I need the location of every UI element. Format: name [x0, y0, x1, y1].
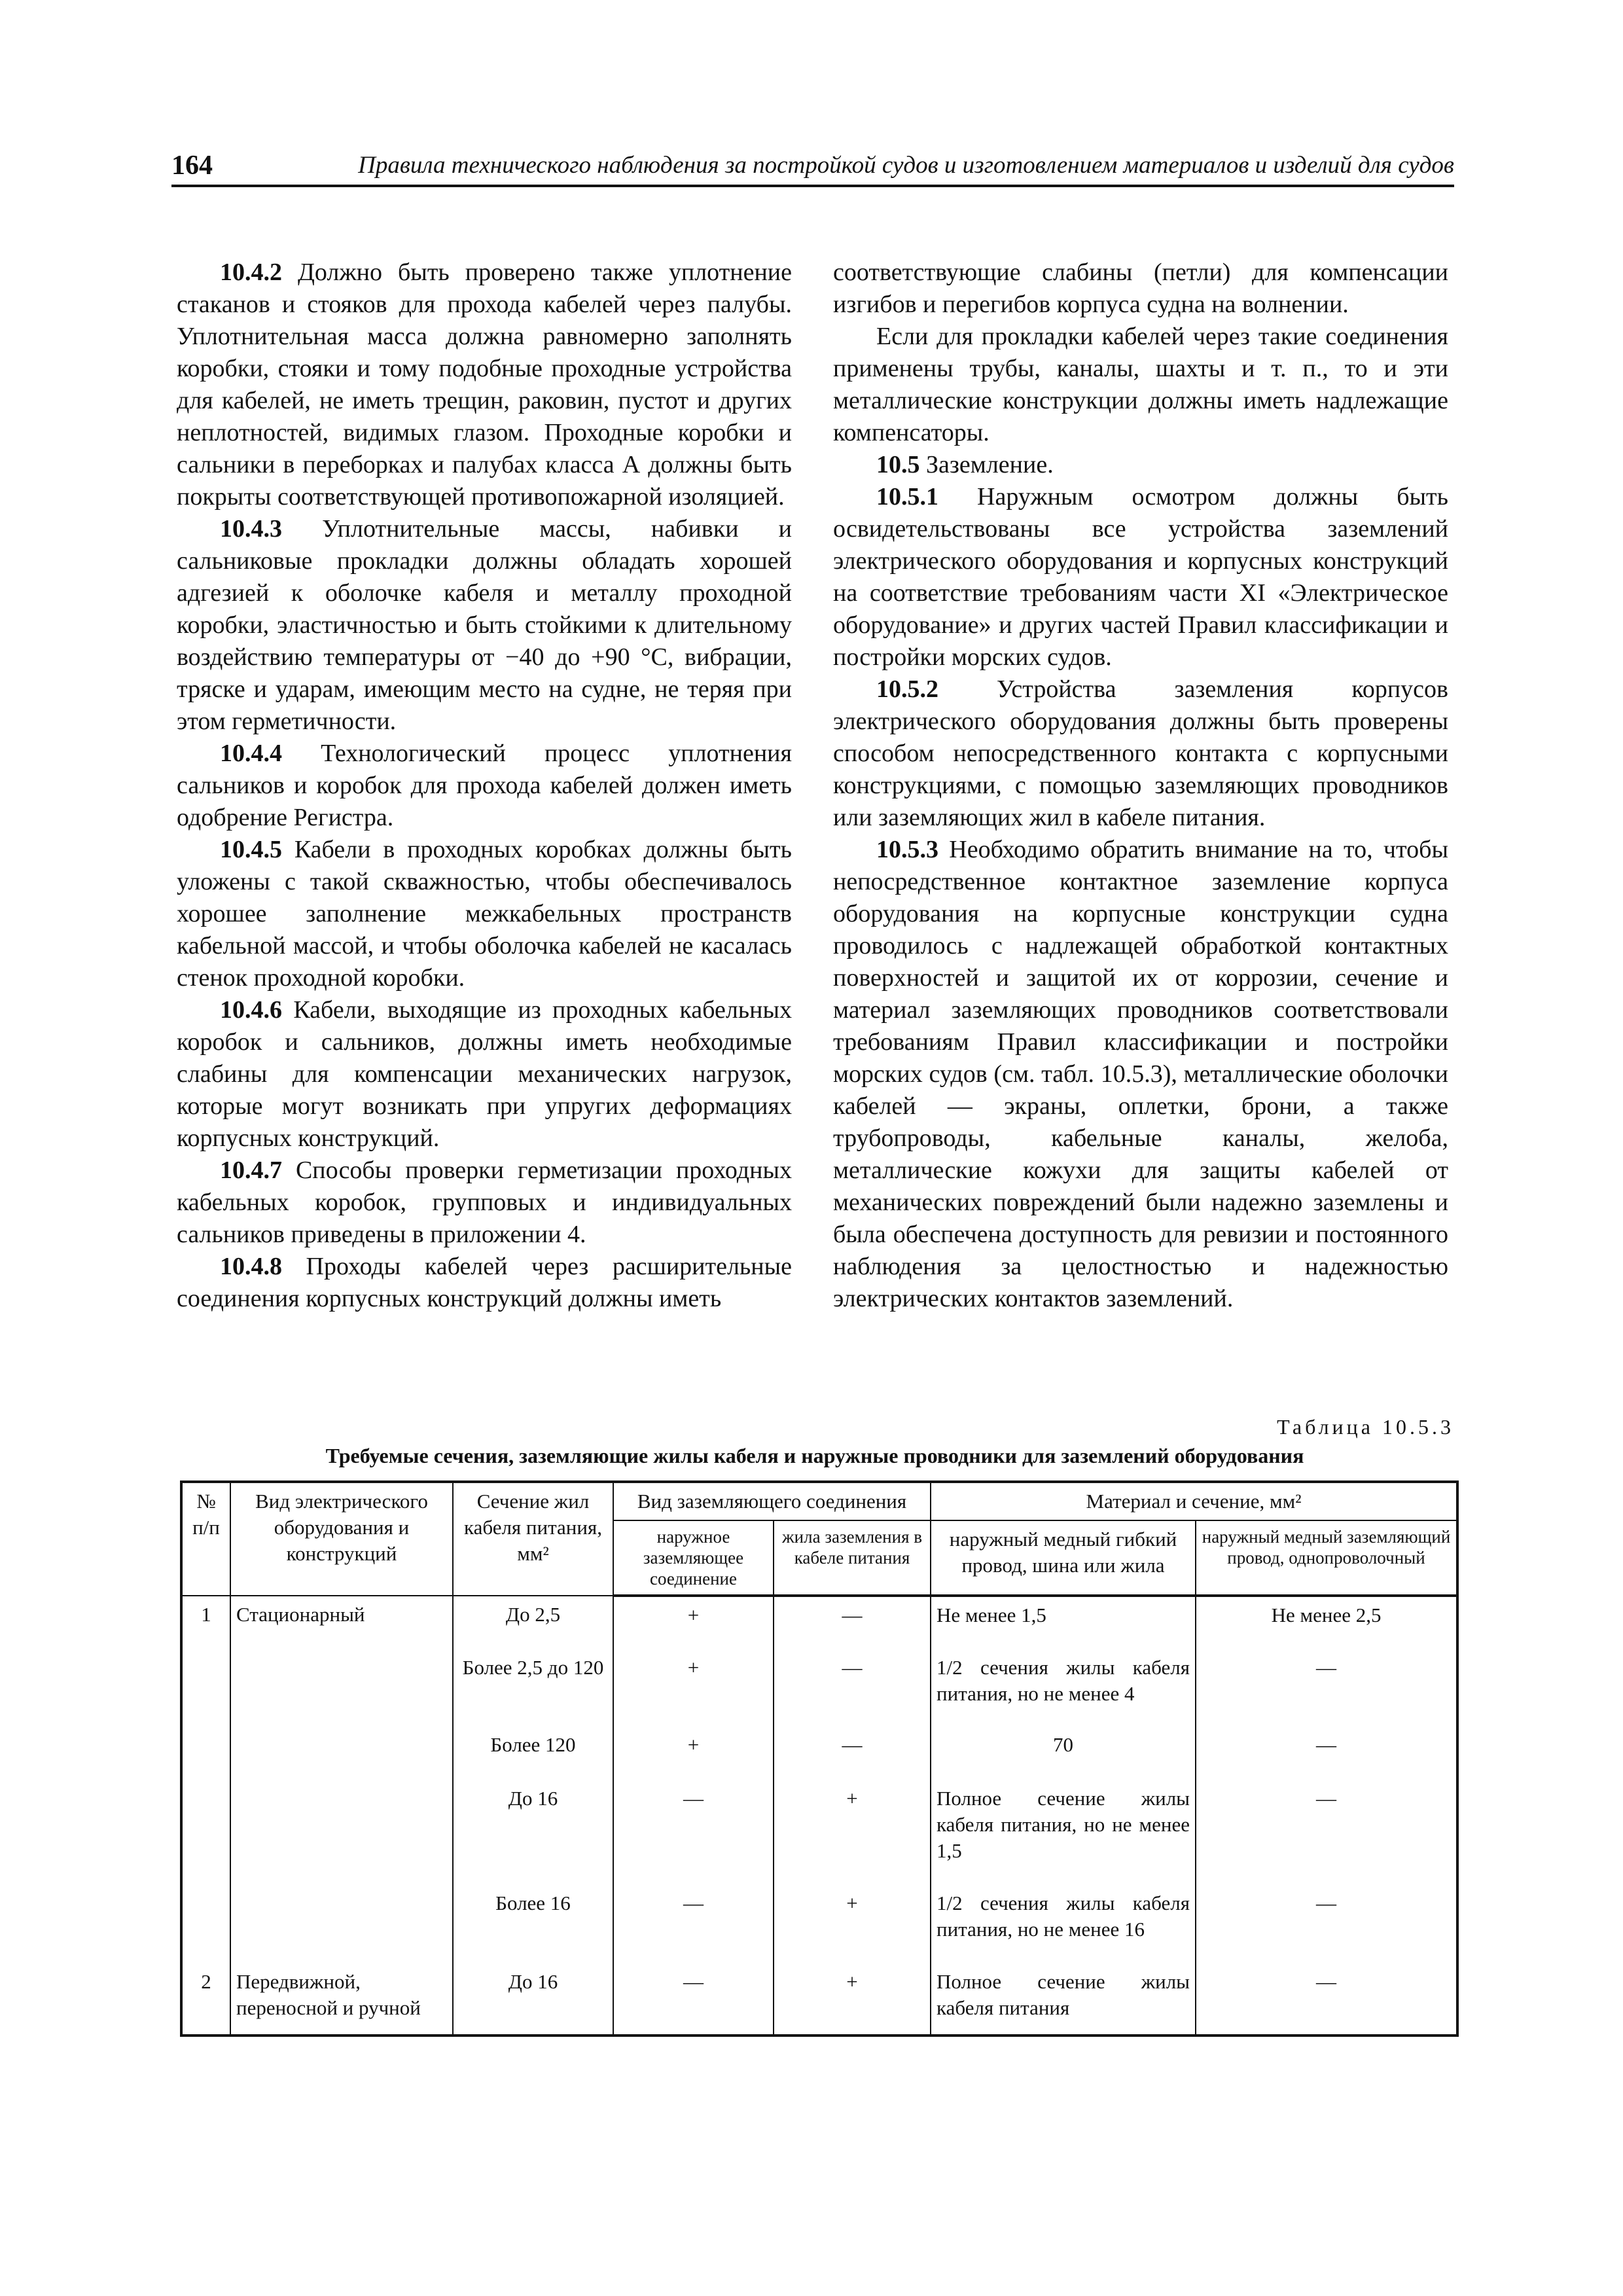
header-cross-section: Сечение жил кабеля питания, мм² [453, 1482, 613, 1596]
header-num: № п/п [181, 1482, 230, 1596]
header-connection-type: Вид заземляющего соединения [613, 1482, 931, 1520]
table-title: Требуемые сечения, заземляющие жилы кабеля и наружные проводники для заземлений оборудования [325, 1444, 1304, 1467]
table-row: 1 Стационарный До 2,5 + — Не менее 1,5 Не менее 2,5 [181, 1596, 1457, 1649]
paragraph-10-4-6: 10.4.6 Кабели, выходящие из проходных кабельных коробок и сальников, должны иметь необходимые слабины для компенсации механических нагрузок, которые могут возникать при упругих деформациях корпусных конструкций. [177, 996, 792, 1152]
paragraph-10-4-8: 10.4.8 Проходы кабелей через расширительные соединения корпусных конструкций должны иметь [177, 1253, 792, 1312]
header-core-in-cable: жила заземления в кабеле питания [774, 1520, 931, 1596]
paragraph-10-4-4: 10.4.4 Технологический процесс уплотнения сальников и коробок для прохода кабелей должен иметь одобрение Регистра. [177, 740, 792, 831]
table-row: До 16 — + Полное сечение жилы кабеля питания, но не менее 1,5 — [181, 1780, 1457, 1885]
paragraph-10-4-3: 10.4.3 Уплотнительные массы, набивки и сальниковые прокладки должны обладать хорошей адгезией к оболочке кабеля и металлу проходной коробки, эластичностью и быть стойкими к длительному воздействию температуры от −40 до +90 °C, вибрации, тряске и ударам, имеющим место на судне, не теряя при этом герметичности. [177, 515, 792, 735]
header-material: Материал и сечение, мм² [931, 1482, 1457, 1520]
table-label: Таблица 10.5.3 [1277, 1415, 1454, 1439]
table-row: Более 2,5 до 120 + — 1/2 сечения жилы кабеля питания, но не менее 4 — [181, 1649, 1457, 1727]
page-header [171, 147, 1454, 187]
grounding-table [180, 1480, 1459, 2037]
header-single-wire: наружный медный заземляющий провод, однопроволочный [1196, 1520, 1457, 1596]
paragraph-10-5: 10.5 Заземление. [876, 451, 1054, 478]
paragraph-10-4-7: 10.4.7 Способы проверки герметизации проходных кабельных коробок, групповых и индивидуальных сальников приведены в приложении 4. [177, 1157, 792, 1248]
paragraph-10-5-2: 10.5.2 Устройства заземления корпусов электрического оборудования должны быть проверены способом непосредственного контакта с корпусными конструкциями, с помощью заземляющих проводников или заземляющих жил в кабеле питания. [833, 675, 1448, 831]
header-flexible-wire: наружный медный гибкий провод, шина или жила [931, 1520, 1196, 1596]
paragraph-10-4-2: 10.4.2 Должно быть проверено также уплотнение стаканов и стояков для прохода кабелей через палубы. Уплотнительная масса должна равномерно заполнять коробки, стояки и тому подобные проходные устройства для кабелей, не иметь трещин, раковин, пустот и других неплотностей, видимых глазом. Проходные коробки и сальники в переборках и палубах класса А должны быть покрыты соответствующей противопожарной изоляцией. [177, 259, 792, 511]
paragraph-pipes: Если для прокладки кабелей через такие соединения применены трубы, каналы, шахты и т. п., то и эти металлические конструкции должны иметь надлежащие компенсаторы. [833, 323, 1448, 446]
paragraph-10-5-1: 10.5.1 Наружным осмотром должны быть освидетельствованы все устройства заземлений электрического оборудования и корпусных конструкций на соответствие требованиям части XI «Электрическое оборудование» и других частей Правил классификации и постройки морских судов. [833, 483, 1448, 671]
right-column [833, 257, 1448, 1315]
table-row: 2 Передвижной, переносной и ручной До 16 — + Полное сечение жилы кабеля питания — [181, 1964, 1457, 2036]
header-equipment: Вид электрического оборудования и конструкций [230, 1482, 453, 1596]
paragraph-10-5-3: 10.5.3 Необходимо обратить внимание на то, чтобы непосредственное контактное заземление корпуса оборудования на корпусные конструкции судна проводилось с надлежащей обработкой контактных поверхностей и защитой их от коррозии, сечение и материал заземляющих проводников соответствовали требованиям Правил классификации и постройки морских судов (см. табл. 10.5.3), металлические оболочки кабелей — экраны, оплетки, брони, а также трубопроводы, кабельные каналы, желоба, металлические кожухи для защиты кабелей от механических повреждений были надежно заземлены и была обеспечена доступность для ревизии и постоянного наблюдения за целостностью и надежностью электрических контактов заземлений. [833, 836, 1448, 1312]
left-column [177, 257, 792, 1315]
continuation-text: соответствующие слабины (петли) для компенсации изгибов и перегибов корпуса судна на волнении. [833, 259, 1448, 318]
header-ext-connection: наружное заземляющее соединение [613, 1520, 774, 1596]
paragraph-10-4-5: 10.4.5 Кабели в проходных коробках должны быть уложены с такой скважностью, чтобы обеспечивалось хорошее заполнение межкабельных пространств кабельной массой, и чтобы оболочка кабелей не касалась стенок проходной коробки. [177, 836, 792, 992]
page-number: 164 [171, 151, 213, 181]
running-title: Правила технического наблюдения за постройкой судов и изготовлением материалов и изделий для судов [358, 152, 1454, 179]
table-row: Более 16 — + 1/2 сечения жилы кабеля питания, но не менее 16 — [181, 1885, 1457, 1964]
table-row: Более 120 + — 70 — [181, 1727, 1457, 1780]
